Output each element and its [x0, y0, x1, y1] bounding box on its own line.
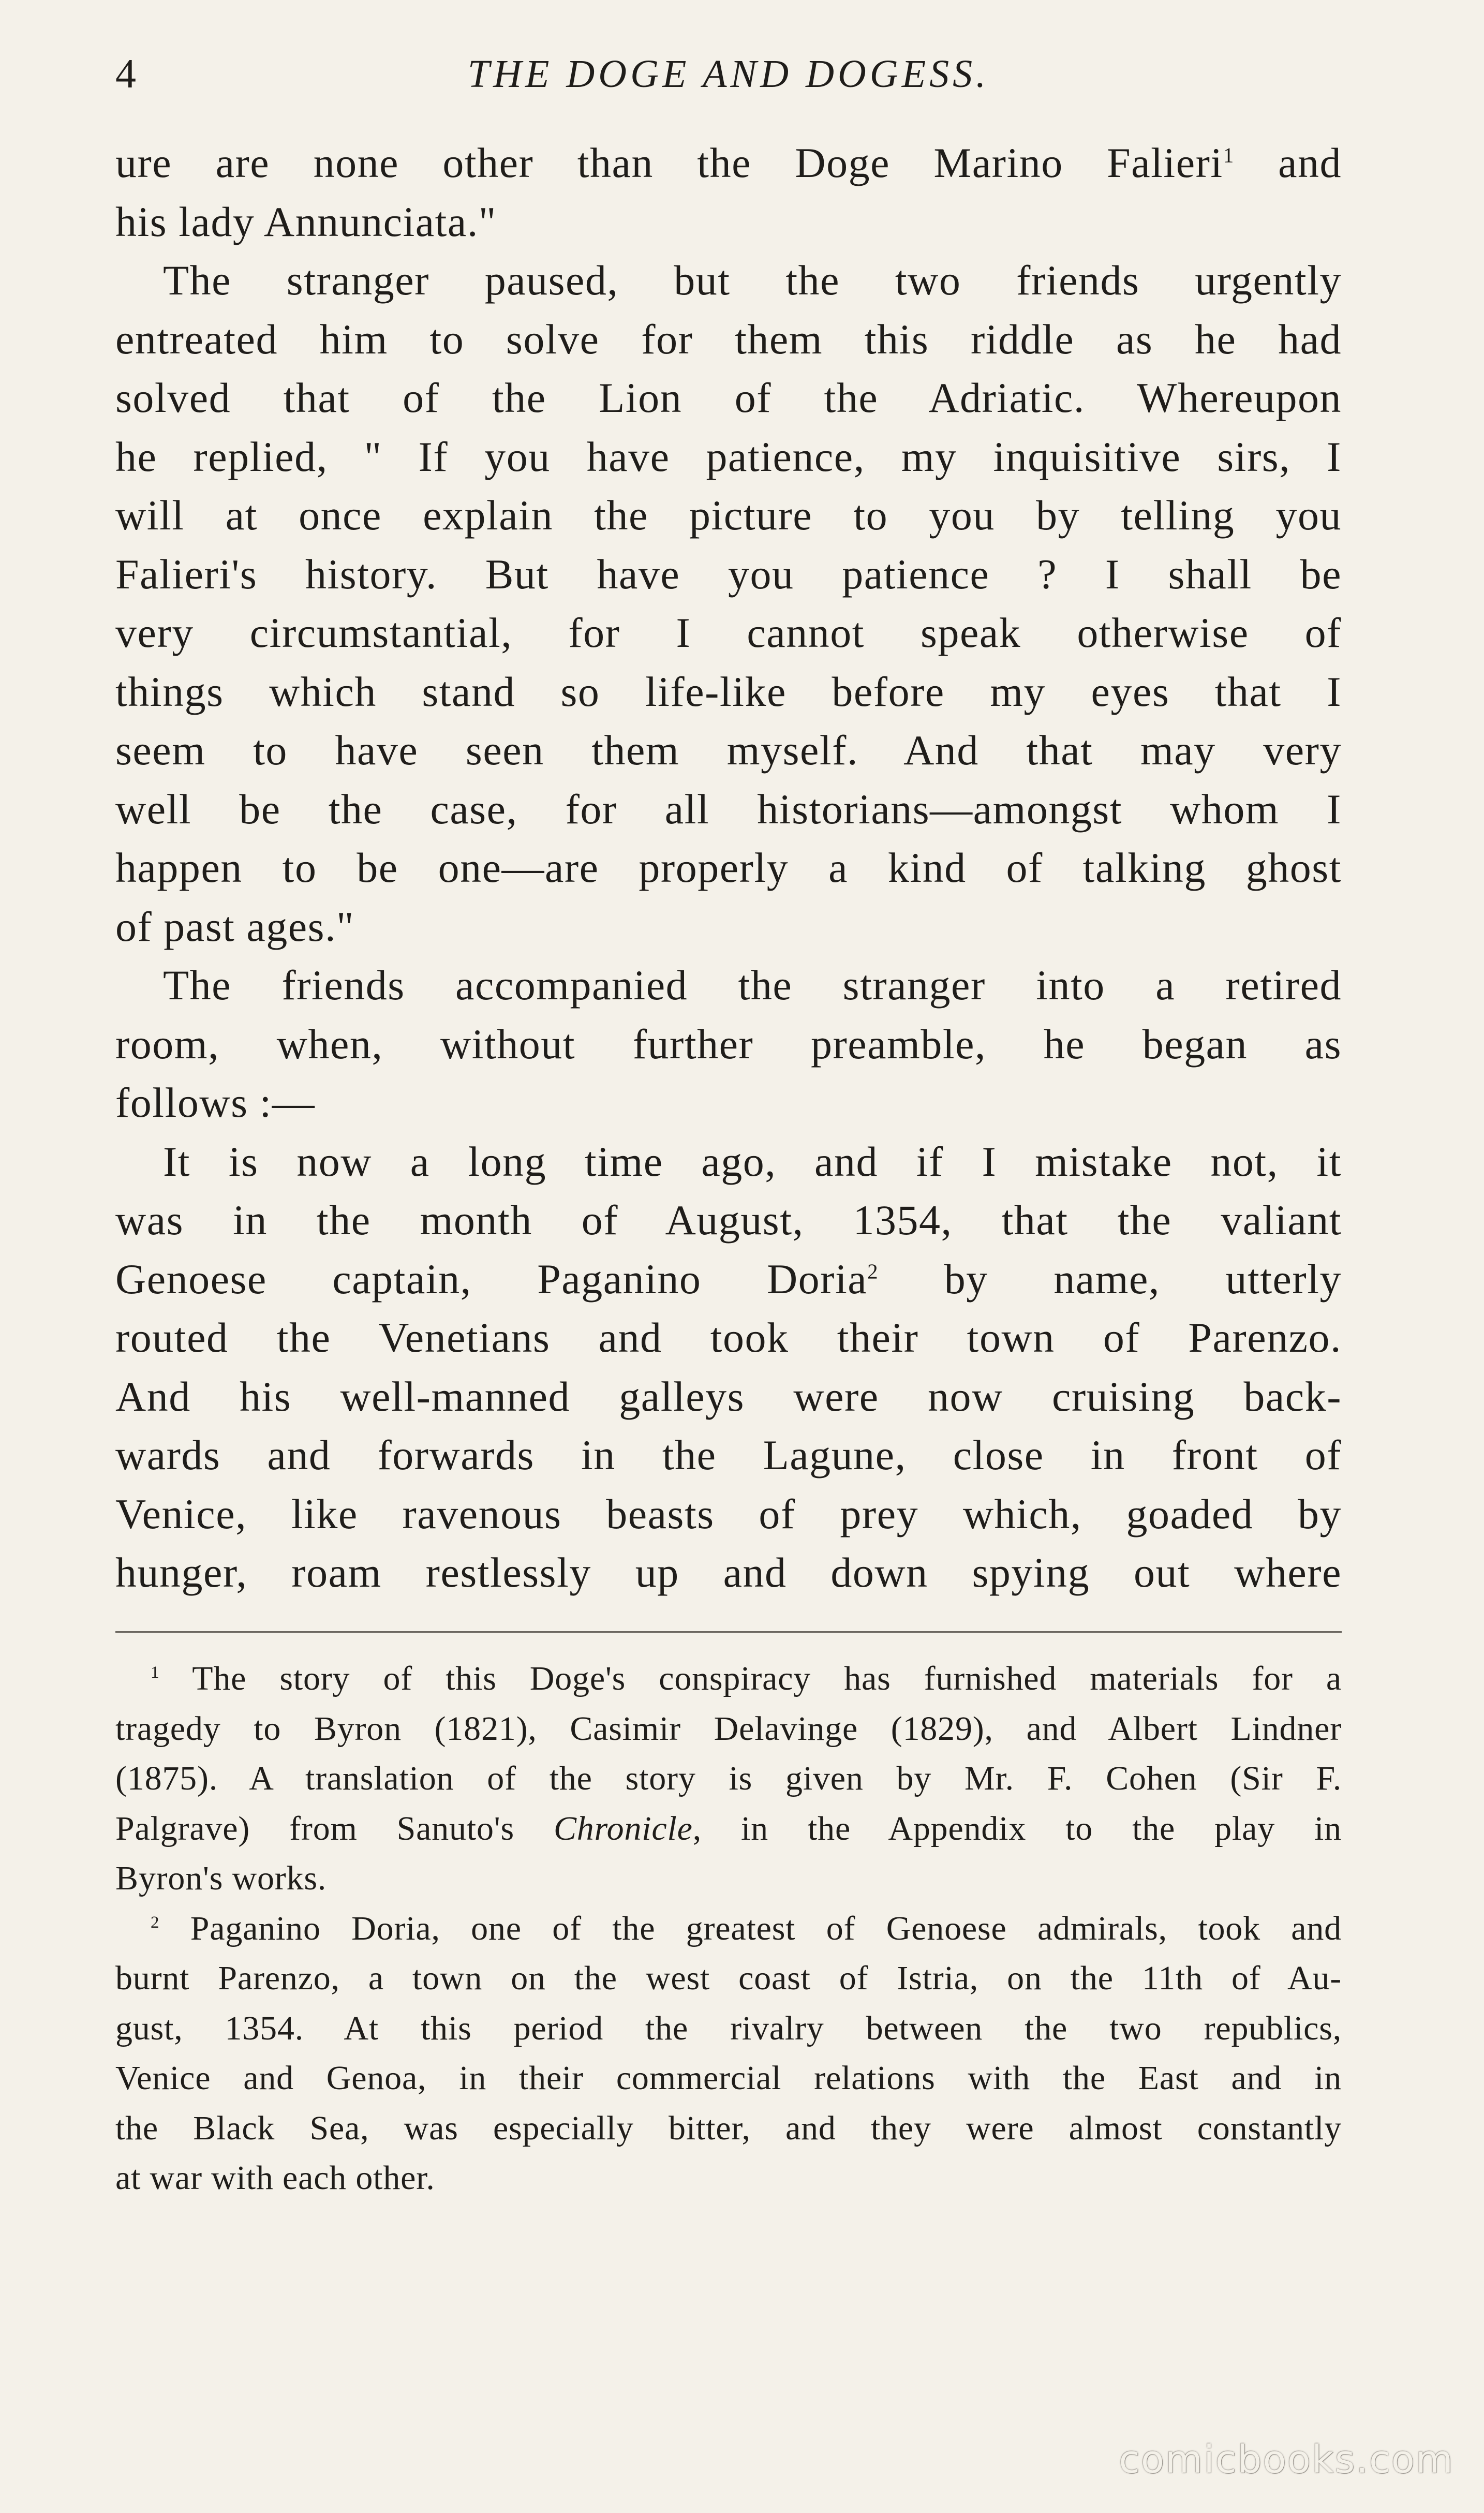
- text-line: very circumstantial, for I cannot speak otherwise of: [115, 609, 1342, 656]
- text-line: (1875). A translation of the story is given by Mr. F. Cohen (Sir F.: [115, 1760, 1342, 1797]
- text-line: hunger, roam restlessly up and down spying out where: [115, 1549, 1342, 1596]
- text-line: Venice, like ravenous beasts of prey which, goaded by: [115, 1490, 1342, 1538]
- watermark: comicbooks.com: [1119, 2437, 1454, 2482]
- text-line: room, when, without further preamble, he began as: [115, 1020, 1342, 1068]
- footnote: [115, 1654, 1342, 1904]
- paragraph: [115, 956, 1342, 1132]
- footnote-divider: [115, 1631, 1342, 1633]
- paragraph: [115, 251, 1342, 956]
- footnote-ref: 2: [867, 1259, 879, 1283]
- text-line: Palgrave) from Sanuto's Chronicle, in the Appendix to the play in: [115, 1809, 1342, 1847]
- italic-title: Chronicle: [553, 1809, 693, 1847]
- text-line: The friends accompanied the stranger into a retired: [163, 962, 1342, 1009]
- text-line: seem to have seen them myself. And that may very: [115, 727, 1342, 774]
- footnote-ref: 1: [1223, 143, 1235, 167]
- text-line: his lady Annunciata.": [115, 198, 497, 245]
- text-line: The stranger paused, but the two friends urgently: [163, 257, 1342, 304]
- text-line: Falieri's history. But have you patience ? I shall be: [115, 550, 1342, 598]
- footnotes: [115, 1654, 1342, 2204]
- text-line: tragedy to Byron (1821), Casimir Delavinge (1829), and Albert Lindner: [115, 1709, 1342, 1748]
- text-line: Byron's works.: [115, 1859, 327, 1897]
- text-line: solved that of the Lion of the Adriatic. Whereupon: [115, 374, 1342, 421]
- text-line: of past ages.": [115, 903, 355, 950]
- running-header: [115, 46, 1342, 102]
- text-line: things which stand so life-like before my eyes that I: [115, 668, 1342, 715]
- text-line: wards and forwards in the Lagune, close in front of: [115, 1431, 1342, 1479]
- text-line: happen to be one—are properly a kind of talking ghost: [115, 844, 1342, 891]
- text-line: he replied, " If you have patience, my inquisitive sirs, I: [115, 433, 1342, 480]
- text-line: well be the case, for all historians—amongst whom I: [115, 785, 1342, 833]
- text-line: burnt Parenzo, a town on the west coast of Istria, on the 11th of Au-: [115, 1959, 1342, 1997]
- text-line: Venice and Genoa, in their commercial relations with the East and in: [115, 2059, 1342, 2097]
- running-title: THE DOGE AND DOGESS.: [467, 52, 990, 96]
- paragraph: [115, 1132, 1342, 1602]
- footnote: [115, 1904, 1342, 2204]
- paragraph: [115, 134, 1342, 251]
- text-line: And his well-manned galleys were now cruising back-: [115, 1372, 1342, 1420]
- text-line: will at once explain the picture to you by telling you: [115, 492, 1342, 539]
- text-line: was in the month of August, 1354, that the valiant: [115, 1196, 1342, 1244]
- text-line: It is now a long time ago, and if I mistake not, it: [163, 1137, 1342, 1185]
- text-line: ure are none other than the Doge Marino Falieri$^1$ and: [115, 139, 1342, 186]
- page-number: 4: [115, 51, 136, 97]
- footnote-marker: 1: [151, 1663, 160, 1682]
- text-line: follows :—: [115, 1079, 316, 1126]
- text-line: routed the Venetians and took their town of Parenzo.: [115, 1314, 1342, 1361]
- text-line: at war with each other.: [115, 2159, 435, 2197]
- text-line: $^1$ The story of this Doge's conspiracy has furnished materials for a: [151, 1660, 1342, 1697]
- footnote-marker: 2: [151, 1913, 160, 1932]
- text-line: $^2$ Paganino Doria, one of the greatest of Genoese admirals, took and: [151, 1909, 1342, 1947]
- text-line: entreated him to solve for them this riddle as he had: [115, 315, 1342, 363]
- text-line: gust, 1354. At this period the rivalry between the two republics,: [115, 2009, 1342, 2047]
- body-text: [115, 134, 1342, 1602]
- text-line: the Black Sea, was especially bitter, and they were almost constantly: [115, 2109, 1342, 2147]
- text-line: Genoese captain, Paganino Doria$^2$ by name, utterly: [115, 1255, 1342, 1303]
